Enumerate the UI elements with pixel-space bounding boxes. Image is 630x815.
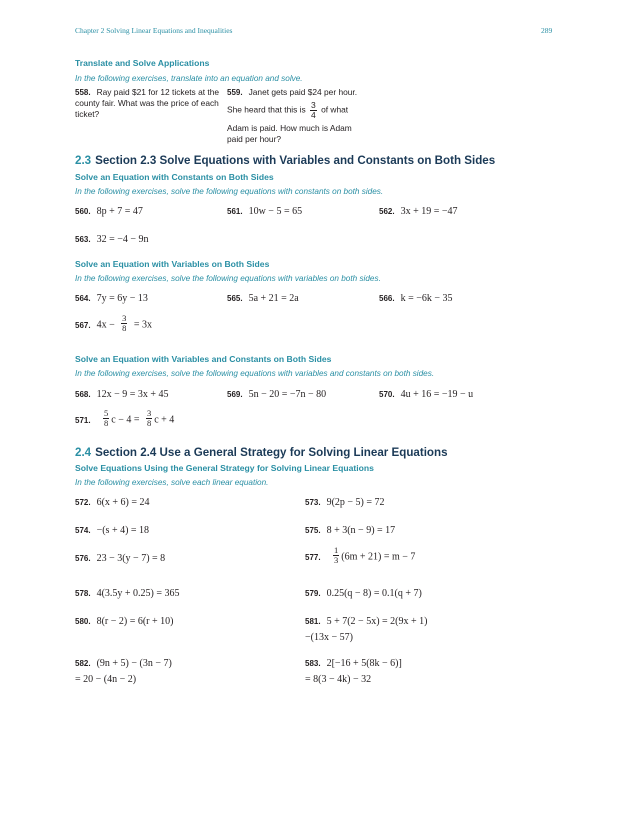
problem-580 bbox=[75, 611, 173, 629]
section-title-2-4 bbox=[75, 446, 448, 459]
problem-number: 573. bbox=[305, 498, 321, 507]
running-head-chapter: Chapter 2 Solving Linear Equations and Inequalities bbox=[75, 26, 233, 35]
equation-right: (6m + 21) = m − 7 bbox=[341, 551, 416, 563]
equation-line2: −(13x − 57) bbox=[305, 632, 353, 643]
problem-number: 569. bbox=[227, 390, 243, 399]
problem-number: 583. bbox=[305, 659, 321, 668]
problem-577 bbox=[305, 546, 415, 565]
subsection-heading-general: Solve Equations Using the General Strategy for Solving Linear Equations bbox=[75, 463, 374, 473]
problem-number: 574. bbox=[75, 526, 91, 535]
problem-566 bbox=[379, 288, 453, 306]
equation-line1: 5 + 7(2 − 5x) = 2(9x + 1) bbox=[326, 616, 428, 627]
fraction: $\frac{3}{8}$ bbox=[146, 408, 152, 428]
problem-578 bbox=[75, 583, 180, 601]
subsection-heading-both: Solve an Equation with Variables and Constants on Both Sides bbox=[75, 354, 332, 364]
section-title-text: Section 2.4 Use a General Strategy for Solving Linear Equations bbox=[95, 446, 448, 459]
problem-558 bbox=[75, 87, 220, 120]
problem-number: 582. bbox=[75, 659, 91, 668]
equation: 7y = 6y − 13 bbox=[96, 293, 148, 304]
problem-text: Ray paid $21 for 12 tickets at the county fair. What was the price of each ticket? bbox=[75, 87, 220, 119]
equation: 12x − 9 = 3x + 45 bbox=[96, 389, 169, 400]
problem-561 bbox=[227, 201, 302, 219]
equation: 10w − 5 = 65 bbox=[248, 206, 303, 217]
problem-number: 578. bbox=[75, 589, 91, 598]
problem-number: 567. bbox=[75, 320, 91, 330]
equation-right: = 3x bbox=[133, 319, 153, 331]
problem-582 bbox=[75, 653, 172, 685]
section-title-text: Section 2.3 Solve Equations with Variables and Constants on Both Sides bbox=[95, 154, 496, 167]
instruction-general: In the following exercises, solve each linear equation. bbox=[75, 478, 269, 487]
problem-564 bbox=[75, 288, 148, 306]
problem-number: 580. bbox=[75, 617, 91, 626]
problem-number: 566. bbox=[379, 294, 395, 303]
problem-text-line1: Janet gets paid $24 per hour. bbox=[248, 87, 358, 97]
problem-575 bbox=[305, 520, 395, 538]
problem-number: 579. bbox=[305, 589, 321, 598]
problem-number: 570. bbox=[379, 390, 395, 399]
instruction-both: In the following exercises, solve the following equations with variables and constants on both sides. bbox=[75, 369, 435, 378]
problem-581 bbox=[305, 611, 427, 643]
problem-number: 571. bbox=[75, 415, 91, 425]
section-title-2-3 bbox=[75, 154, 495, 167]
instruction-variables: In the following exercises, solve the following equations with variables on both sides. bbox=[75, 274, 381, 283]
problem-576 bbox=[75, 548, 165, 566]
problem-579 bbox=[305, 583, 422, 601]
equation-line1: 2[−16 + 5(8k − 6)] bbox=[326, 658, 402, 669]
equation: 4u + 16 = −19 − u bbox=[400, 389, 474, 400]
problem-565 bbox=[227, 288, 299, 306]
problem-number: 559. bbox=[227, 88, 243, 97]
problem-574 bbox=[75, 520, 149, 538]
equation: 8 + 3(n − 9) = 17 bbox=[326, 525, 396, 536]
equation: 5a + 21 = 2a bbox=[248, 293, 299, 304]
problem-number: 560. bbox=[75, 207, 91, 216]
equation: −(s + 4) = 18 bbox=[96, 525, 150, 536]
problem-text-line2a: She heard that this is bbox=[227, 104, 306, 115]
equation: 9(2p − 5) = 72 bbox=[326, 497, 385, 508]
problem-562 bbox=[379, 201, 458, 219]
equation-line1: (9n + 5) − (3n − 7) bbox=[96, 658, 172, 669]
problem-number: 575. bbox=[305, 526, 321, 535]
section-number: 2.3 bbox=[75, 154, 92, 167]
problem-559 bbox=[227, 87, 367, 145]
equation: 32 = −4 − 9n bbox=[96, 234, 149, 245]
equation: k = −6k − 35 bbox=[400, 293, 453, 304]
equation-right: c + 4 bbox=[154, 414, 175, 426]
equation: 5n − 20 = −7n − 80 bbox=[248, 389, 327, 400]
problem-number: 558. bbox=[75, 88, 91, 97]
problem-560 bbox=[75, 201, 143, 219]
problem-text-line2b: of what bbox=[321, 104, 349, 115]
problem-570 bbox=[379, 384, 473, 402]
equation-line2: = 8(3 − 4k) − 32 bbox=[305, 674, 372, 685]
fraction: $\frac{5}{8}$ bbox=[104, 408, 109, 428]
fraction: $\frac{3}{8}$ bbox=[122, 313, 127, 333]
problem-563 bbox=[75, 229, 149, 247]
problem-583 bbox=[305, 653, 402, 685]
problem-number: 581. bbox=[305, 617, 321, 626]
instruction-constants: In the following exercises, solve the following equations with constants on both sides. bbox=[75, 187, 384, 196]
equation-middle: c − 4 = bbox=[111, 414, 140, 426]
equation: 4(3.5y + 0.25) = 365 bbox=[96, 588, 180, 599]
subsection-heading-variables: Solve an Equation with Variables on Both Sides bbox=[75, 259, 270, 269]
instruction-translate: In the following exercises, translate into an equation and solve. bbox=[75, 74, 303, 83]
equation: 6(x + 6) = 24 bbox=[96, 497, 150, 508]
problem-573 bbox=[305, 492, 385, 510]
problem-572 bbox=[75, 492, 150, 510]
problem-text-line3: Adam is paid. How much is Adam paid per hour? bbox=[227, 123, 352, 144]
problem-number: 563. bbox=[75, 235, 91, 244]
problem-number: 562. bbox=[379, 207, 395, 216]
equation: 8(r − 2) = 6(r + 10) bbox=[96, 616, 174, 627]
page-number: 289 bbox=[541, 26, 553, 35]
subsection-heading-constants: Solve an Equation with Constants on Both Sides bbox=[75, 172, 274, 182]
problem-571 bbox=[75, 409, 174, 428]
subsection-heading-translate: Translate and Solve Applications bbox=[75, 58, 210, 68]
problem-number: 564. bbox=[75, 294, 91, 303]
problem-567 bbox=[75, 314, 152, 333]
problem-number: 577. bbox=[305, 552, 321, 562]
problem-number: 565. bbox=[227, 294, 243, 303]
equation: 0.25(q − 8) = 0.1(q + 7) bbox=[326, 588, 422, 599]
problem-569 bbox=[227, 384, 326, 402]
fraction: $\frac{1}{3}$ bbox=[334, 545, 339, 565]
fraction: $\frac{3}{4}$ bbox=[311, 100, 316, 120]
problem-number: 572. bbox=[75, 498, 91, 507]
equation: 3x + 19 = −47 bbox=[400, 206, 458, 217]
problem-number: 568. bbox=[75, 390, 91, 399]
section-number: 2.4 bbox=[75, 446, 92, 459]
problem-number: 561. bbox=[227, 207, 243, 216]
equation-line2: = 20 − (4n − 2) bbox=[75, 674, 137, 685]
equation: 23 − 3(y − 7) = 8 bbox=[96, 553, 166, 564]
equation: 8p + 7 = 47 bbox=[96, 206, 143, 217]
problem-number: 576. bbox=[75, 554, 91, 563]
equation-left: 4x − bbox=[96, 319, 115, 331]
problem-568 bbox=[75, 384, 169, 402]
